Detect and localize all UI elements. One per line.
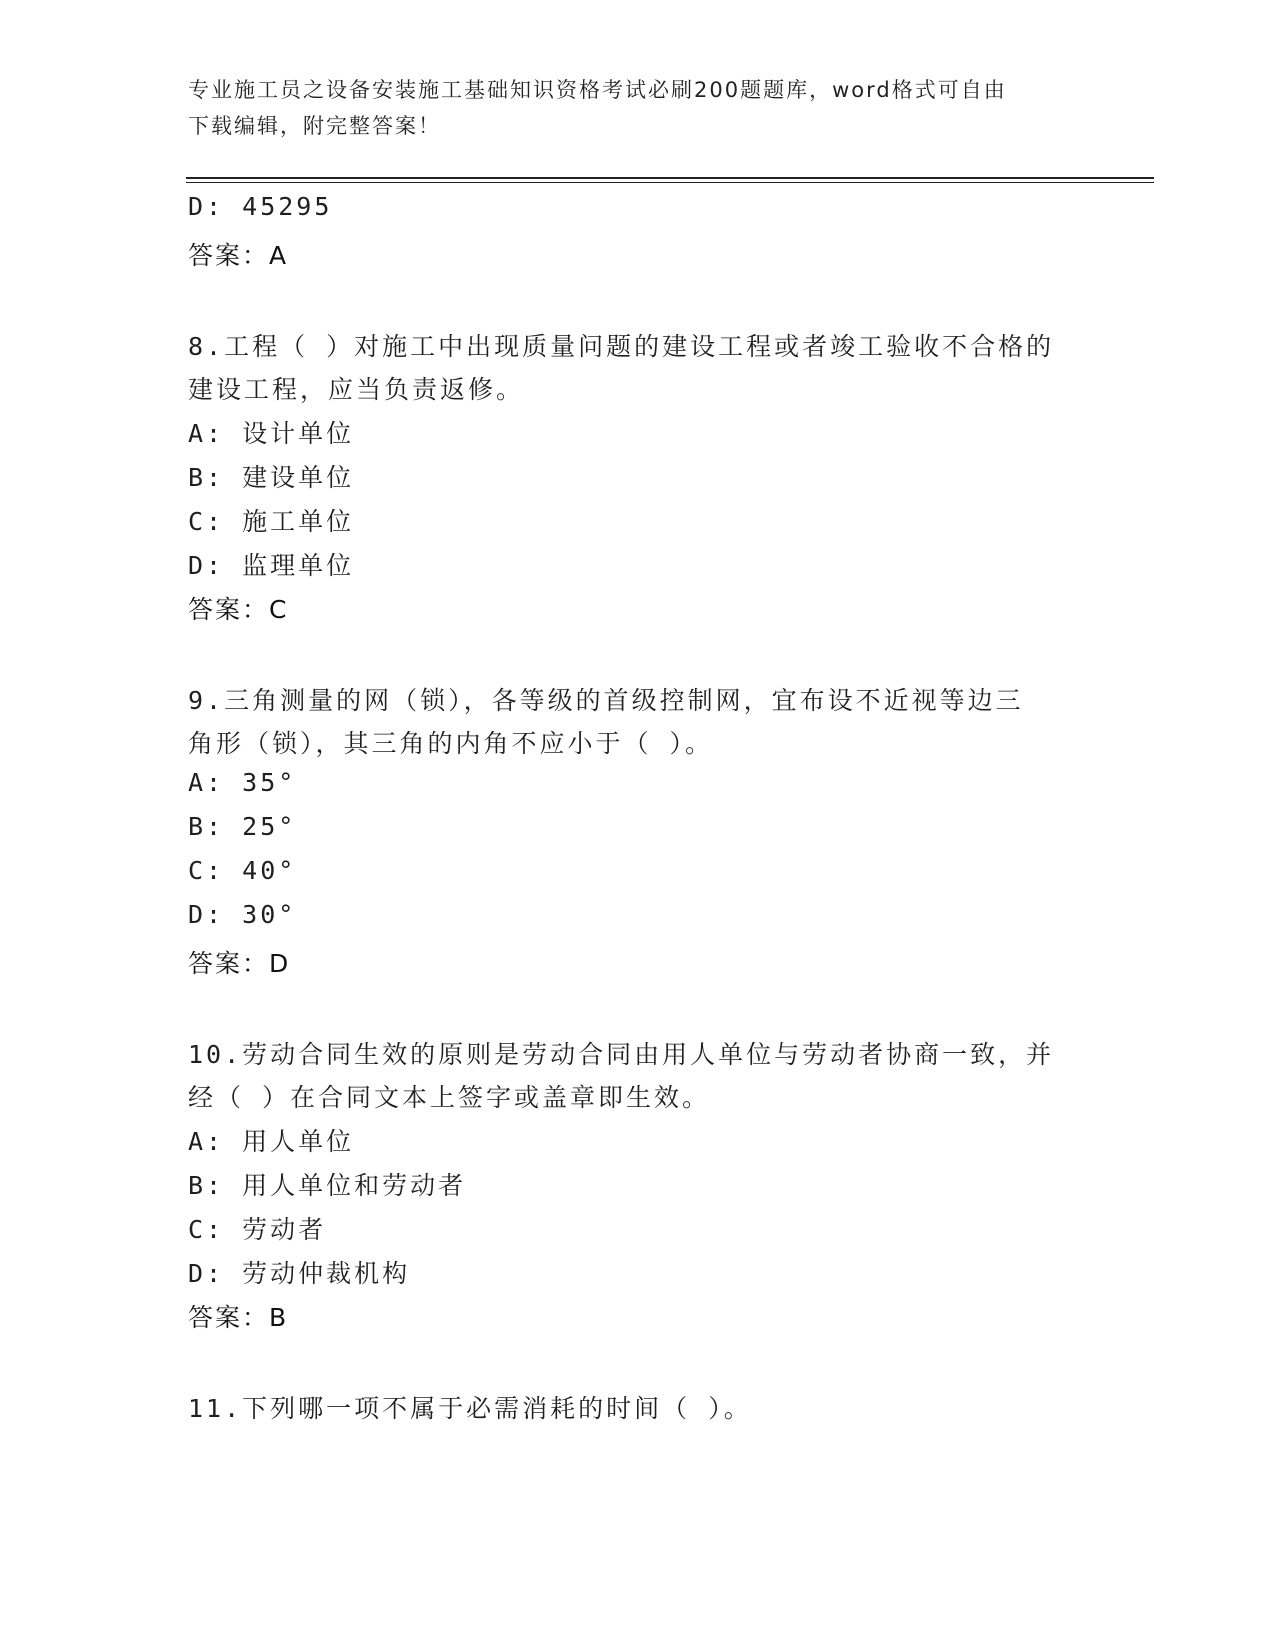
header-rule-thick bbox=[186, 177, 1154, 179]
option-line: A: 35° bbox=[188, 768, 297, 797]
question-line: 角形（锁），其三角的内角不应小于（ ）。 bbox=[188, 729, 714, 758]
option-line: B: 用人单位和劳动者 bbox=[188, 1171, 467, 1200]
header-line-1: 专业施工员之设备安装施工基础知识资格考试必刷200题题库，word格式可自由 bbox=[188, 78, 1007, 102]
question-line: 9.三角测量的网（锁），各等级的首级控制网，宜布设不近视等边三 bbox=[188, 686, 1024, 715]
option-line: B: 建设单位 bbox=[188, 463, 355, 492]
header-line-2: 下载编辑，附完整答案！ bbox=[188, 114, 441, 138]
option-line: B: 25° bbox=[188, 812, 297, 841]
option-line: D: 45295 bbox=[188, 192, 333, 221]
question-line: 10.劳动合同生效的原则是劳动合同由用人单位与劳动者协商一致，并 bbox=[188, 1040, 1055, 1069]
option-line: A: 用人单位 bbox=[188, 1127, 355, 1156]
question-line: 8.工程（ ）对施工中出现质量问题的建设工程或者竣工验收不合格的 bbox=[188, 332, 1055, 361]
option-line: D: 劳动仲裁机构 bbox=[188, 1259, 411, 1288]
option-line: C: 劳动者 bbox=[188, 1215, 327, 1244]
option-line: D: 监理单位 bbox=[188, 551, 355, 580]
option-line: C: 40° bbox=[188, 856, 297, 885]
document-header bbox=[188, 72, 1088, 144]
answer-line: 答案：C bbox=[188, 595, 289, 624]
question-line: 经（ ）在合同文本上签字或盖章即生效。 bbox=[188, 1083, 711, 1112]
question-line: 建设工程，应当负责返修。 bbox=[188, 375, 525, 404]
option-line: A: 设计单位 bbox=[188, 419, 355, 448]
answer-line: 答案：D bbox=[188, 949, 291, 978]
answer-line: 答案：B bbox=[188, 1303, 289, 1332]
question-line: 11.下列哪一项不属于必需消耗的时间（ ）。 bbox=[188, 1394, 752, 1423]
option-line: C: 施工单位 bbox=[188, 507, 355, 536]
option-line: D: 30° bbox=[188, 900, 297, 929]
answer-line: 答案：A bbox=[188, 241, 289, 270]
header-rule-thin bbox=[186, 182, 1154, 183]
